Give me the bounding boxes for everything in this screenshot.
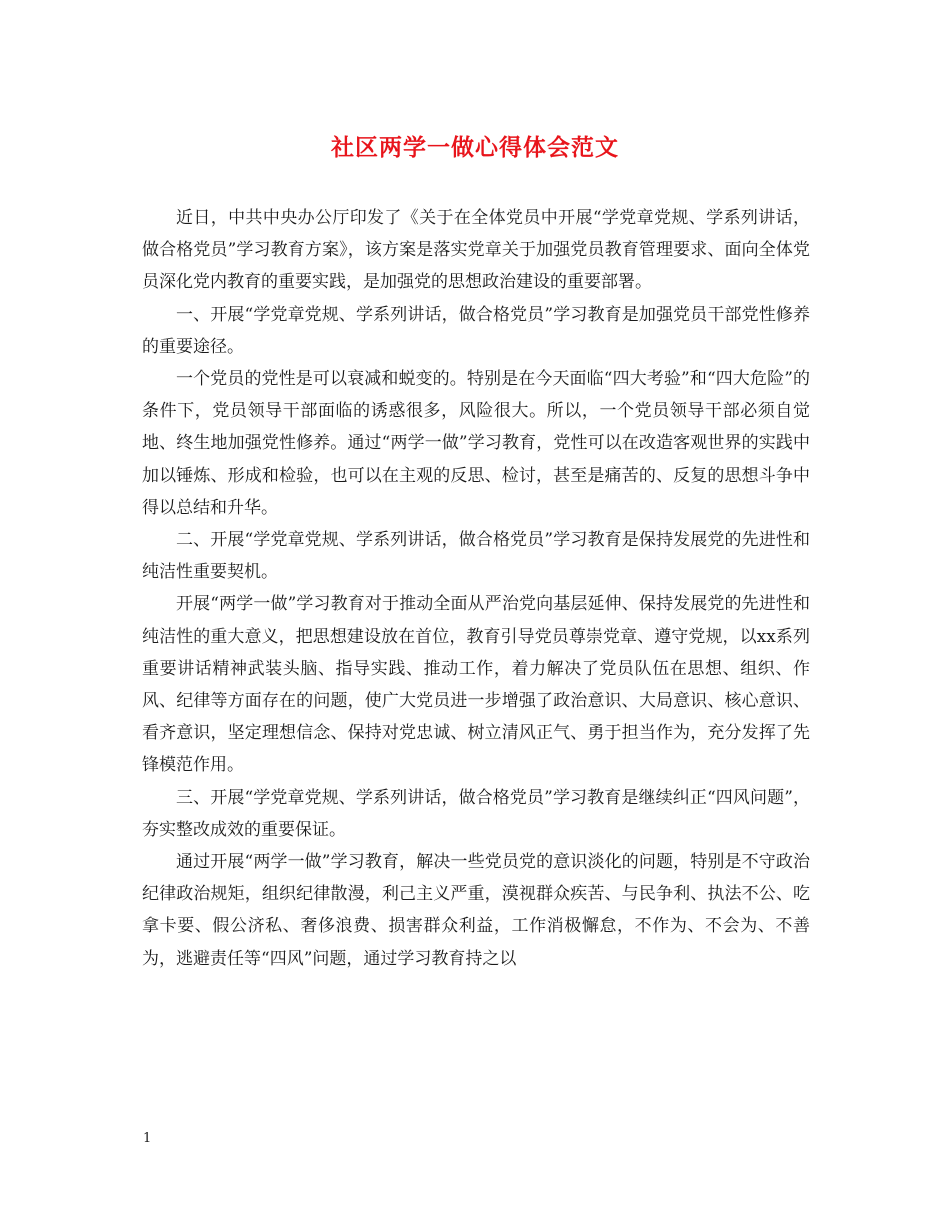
paragraph-heading-three: 三、开展“学党章党规、学系列讲话，做合格党员”学习教育是继续纠正“四风问题”，夯实整改成效的重要保证。: [142, 787, 810, 840]
document-title: 社区两学一做心得体会范文: [331, 134, 619, 161]
paragraph-heading-two: 二、开展“学党章党规、学系列讲话，做合格党员”学习教育是保持发展党的先进性和纯洁性重要契机。: [142, 530, 810, 583]
paragraph-heading-one: 一、开展“学党章党规、学系列讲话，做合格党员”学习教育是加强党员干部党性修养的重要途径。: [142, 304, 810, 357]
document-body: [142, 202, 810, 975]
paragraph-advancement: 开展“两学一做”学习教育对于推动全面从严治党向基层延伸、保持发展党的先进性和纯洁性的重大意义，把思想建设放在首位，教育引导党员尊崇党章、遵守党规，以xx系列重要讲话精神武装头脑、指导实践、推动工作，着力解决了党员队伍在思想、组织、作风、纪律等方面存在的问题，使广大党员进一步增强了政治意识、大局意识、核心意识、看齐意识，坚定理想信念、保持对党忠诚、树立清风正气、勇于担当作为，充分发挥了先锋模范作用。: [142, 594, 810, 776]
paragraph-intro: 近日，中共中央办公厅印发了《关于在全体党员中开展“学党章党规、学系列讲话，做合格党员”学习教育方案》，该方案是落实党章关于加强党员教育管理要求、面向全体党员深化党内教育的重要实践，是加强党的思想政治建设的重要部署。: [142, 208, 810, 293]
paragraph-four-winds: 通过开展“两学一做”学习教育，解决一些党员党的意识淡化的问题，特别是不守政治纪律政治规矩，组织纪律散漫，利己主义严重，漠视群众疾苦、与民争利、执法不公、吃拿卡要、假公济私、奢侈浪费、损害群众利益，工作消极懈怠，不作为、不会为、不善为，逃避责任等“四风”问题，通过学习教育持之以: [142, 852, 810, 969]
page-number: 1: [143, 1131, 152, 1146]
paragraph-party-spirit: 一个党员的党性是可以衰减和蜕变的。特别是在今天面临“四大考验”和“四大危险”的条件下，党员领导干部面临的诱惑很多，风险很大。所以，一个党员领导干部必须自觉地、终生地加强党性修养。通过“两学一做”学习教育，党性可以在改造客观世界的实践中加以锤炼、形成和检验，也可以在主观的反思、检讨，甚至是痛苦的、反复的思想斗争中得以总结和升华。: [142, 369, 810, 518]
